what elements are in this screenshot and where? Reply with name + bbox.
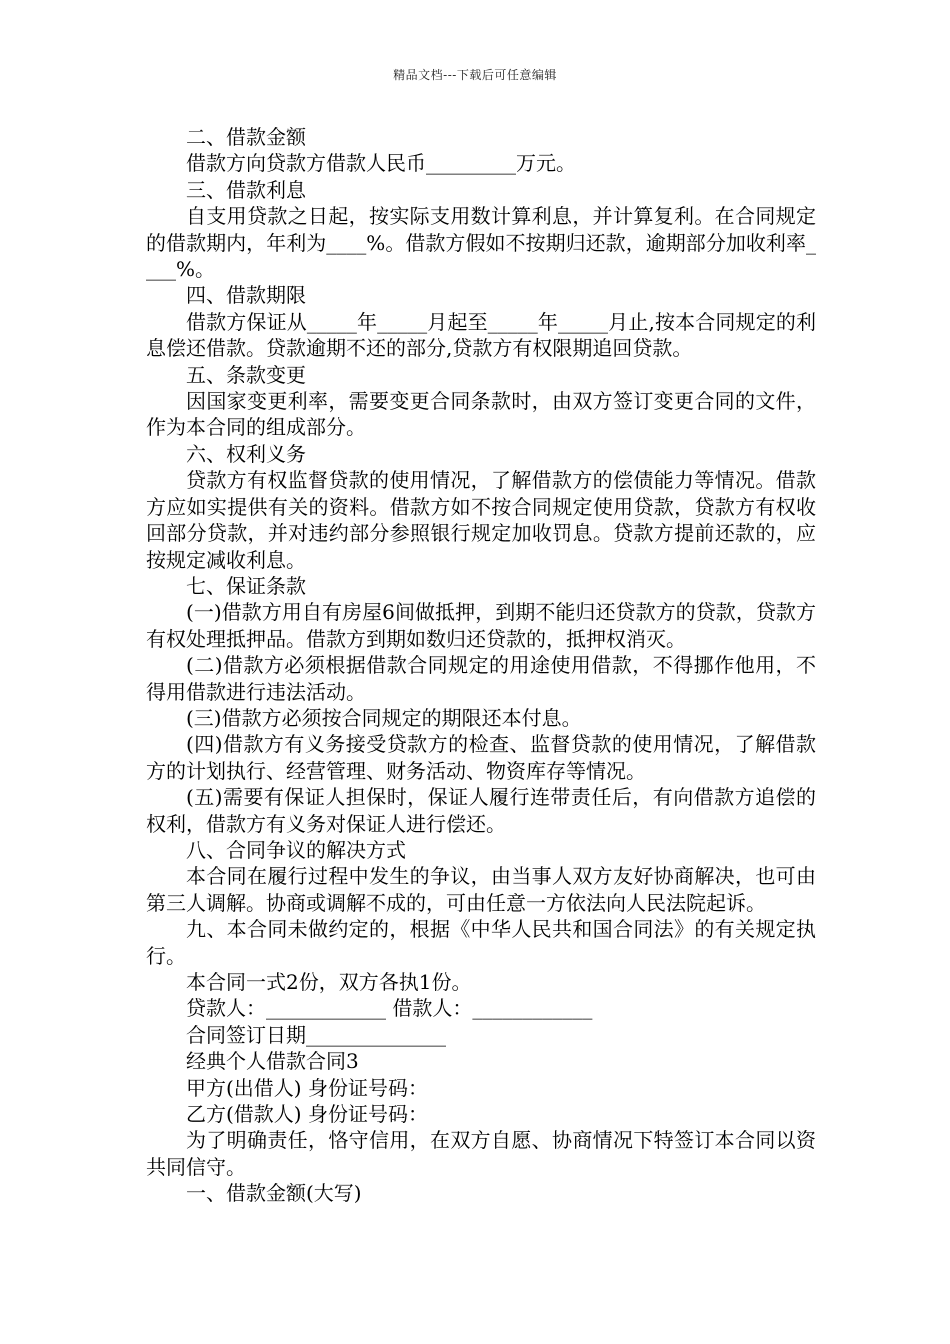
paragraph: (三)借款方必须按合同规定的期限还本付息。 — [186, 705, 582, 730]
paragraph: 借款方保证从_____年_____月起至_____年_____月止,按本合同规定的利息偿还借款。贷款逾期不还的部分,贷款方有权限期追回贷款。 — [146, 309, 816, 361]
paragraph: (二)借款方必须根据借款合同规定的用途使用借款，不得挪作他用，不得用借款进行违法活动。 — [146, 653, 816, 704]
party-b-line: 乙方(借款人) 身份证号码： — [186, 1102, 428, 1127]
signature-line: 贷款人：____________ 借款人：____________ — [186, 996, 593, 1021]
paragraph: 本合同一式2份，双方各执1份。 — [186, 970, 472, 994]
section-heading: 一、借款金额(大写) — [186, 1181, 362, 1206]
paragraph: (一)借款方用自有房屋6间做抵押，到期不能归还贷款方的贷款，贷款方有权处理抵押品。借款方到期如数归还贷款的，抵押权消灭。 — [146, 600, 816, 651]
section-heading: 三、借款利息 — [186, 177, 306, 202]
paragraph: 九、本合同未做约定的，根据《中华人民共和国合同法》的有关规定执行。 — [146, 917, 816, 968]
signing-date-line: 合同签订日期______________ — [186, 1022, 446, 1047]
paragraph: 借款方向贷款方借款人民币_________万元。 — [186, 151, 576, 176]
paragraph: (五)需要有保证人担保时，保证人履行连带责任后，有向借款方追偿的权利，借款方有义务对保证人进行偿还。 — [146, 785, 816, 836]
section-heading: 四、借款期限 — [186, 283, 306, 308]
paragraph: 本合同在履行过程中发生的争议，由当事人双方友好协商解决，也可由第三人调解。协商或调解不成的，可由任意一方依法向人民法院起诉。 — [146, 864, 816, 915]
paragraph: 为了明确责任，恪守信用，在双方自愿、协商情况下特签订本合同以资共同信守。 — [146, 1128, 816, 1179]
page-header: 精品文档---下载后可任意编辑 — [393, 68, 557, 82]
section-heading: 七、保证条款 — [186, 573, 306, 598]
document-body — [146, 124, 816, 1207]
section-heading: 二、借款金额 — [186, 125, 306, 149]
section-heading: 五、条款变更 — [186, 362, 306, 387]
paragraph: 自支用贷款之日起，按实际支用数计算利息，并计算复利。在合同规定的借款期内，年利为____%。借款方假如不按期归还款，逾期部分加收利率____%。 — [146, 204, 816, 282]
section-heading: 六、权利义务 — [186, 441, 306, 466]
paragraph: 贷款方有权监督贷款的使用情况，了解借款方的偿债能力等情况。借款方应如实提供有关的资料。借款方如不按合同规定使用贷款，贷款方有权收回部分贷款，并对违约部分参照银行规定加收罚息。贷款方提前还款的，应按规定减收利息。 — [146, 468, 816, 572]
party-a-line: 甲方(出借人) 身份证号码： — [186, 1075, 428, 1100]
paragraph: 因国家变更利率，需要变更合同条款时，由双方签订变更合同的文件，作为本合同的组成部分。 — [146, 389, 816, 440]
paragraph: (四)借款方有义务接受贷款方的检查、监督贷款的使用情况，了解借款方的计划执行、经营管理、财务活动、物资库存等情况。 — [146, 732, 816, 783]
contract-title: 经典个人借款合同3 — [186, 1049, 359, 1074]
section-heading: 八、合同争议的解决方式 — [186, 837, 406, 862]
